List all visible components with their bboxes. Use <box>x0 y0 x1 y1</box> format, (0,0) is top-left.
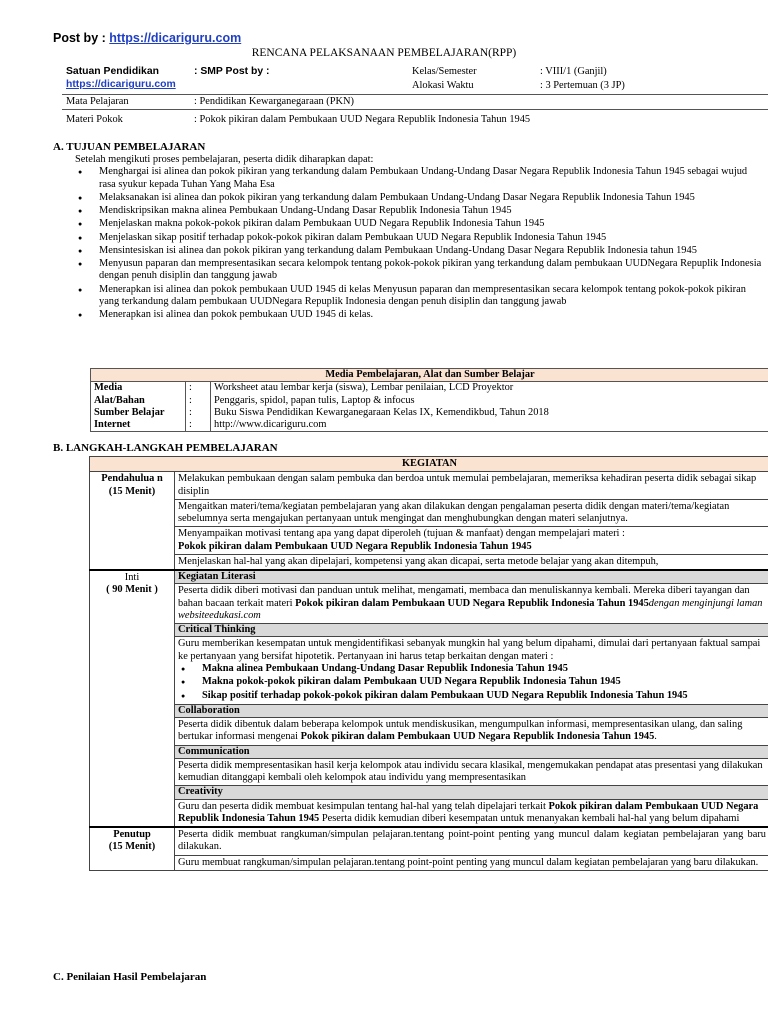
kelas-value: : VIII/1 (Ganjil) <box>540 66 607 77</box>
mapel-label: Mata Pelajaran <box>62 94 190 109</box>
materi-label: Materi Pokok <box>62 109 190 127</box>
critical-heading: Critical Thinking <box>175 624 768 637</box>
literasi-heading: Kegiatan Literasi <box>175 570 768 584</box>
separator: : <box>189 394 192 406</box>
post-by-label: Post by : <box>53 31 110 45</box>
penutup-time: (15 Menit) <box>108 841 156 853</box>
list-item: ● Menerapkan isi alinea dan pokok pembukaan UUD 1945 di kelas. <box>75 309 765 321</box>
alat-value: Penggaris, spidol, papan tulis, Laptop & infocus <box>211 395 768 407</box>
critical-text-1: Guru memberikan kesempatan untuk mengidentifikasi sebanyak mungkin hal yang belum dipahami, dimulai dari pertanyaan faktual sampai ke pertanyaan yang bersifat hipotetik. Pertanyaan ini harus tetap berkaitan dengan materi : <box>178 638 761 662</box>
pendahuluan-cell <box>90 472 175 570</box>
list-item: ● Menerapkan isi alinea dan pokok pembukaan UUD 1945 di kelas Menyusun paparan dan mempresentasikan secara kelompok tentang pokok-pokok pikiran yang terkandung dalam pembukaan UUDNegara Repuplik Indonesia dengan penuh disiplin dan tanggung jawab <box>75 284 765 309</box>
literasi-text <box>175 584 768 624</box>
media-table <box>90 368 768 432</box>
separator: : <box>189 382 192 394</box>
pendahuluan-step-4: Menjelaskan hal-hal yang akan dipelajari, kompetensi yang akan dicapai, serta metode belajar yang akan ditempuh, <box>175 554 768 570</box>
separator: : <box>186 419 211 432</box>
internet-value[interactable]: http://www.dicariguru.com <box>211 419 768 432</box>
satuan-label: Satuan Pendidikan <box>66 66 159 77</box>
media-value: Worksheet atau lembar kerja (siswa), Lembar penilaian, LCD Proyektor <box>211 382 768 395</box>
collab-end: . <box>654 731 657 743</box>
separator: : <box>189 406 192 418</box>
alokasi-label: Alokasi Waktu <box>412 80 474 92</box>
pendahuluan-step-1: Melakukan pembukaan dengan salam pembuka dan berdoa untuk memulai pembelajaran, memeriksa kehadiran peserta didik sebagai sikap disiplin <box>175 472 768 500</box>
post-by-line <box>53 31 241 46</box>
literasi-bold: Pokok pikiran dalam Pembukaan UUD Negara Republik Indonesia Tahun 1945 <box>295 597 649 609</box>
penutup-cell <box>90 827 175 870</box>
critical-text <box>175 637 768 704</box>
section-a-title: A. TUJUAN PEMBELAJARAN <box>53 141 206 153</box>
collab-bold: Pokok pikiran dalam Pembukaan UUD Negara Republik Indonesia Tahun 1945 <box>300 731 655 743</box>
pendahuluan-step-2: Mengaitkan materi/tema/kegiatan pembelajaran yang akan dilakukan dengan pengalaman peserta didik dengan materi/tema/kegiatan sebelumnya serta mengajukan pertanyaan untuk mengingat dan menghubungkan dengan materi selanjutnya. <box>175 499 768 527</box>
mapel-value: : Pendidikan Kewarganegaraan (PKN) <box>190 94 768 109</box>
list-item: ● Makna pokok-pokok pikiran dalam Pembukaan UUD Negara Republik Indonesia Tahun 1945 <box>178 676 766 688</box>
collab-heading: Collaboration <box>175 704 768 717</box>
critical-list <box>178 663 766 702</box>
creat-text-2: Peserta didik kemudian diberi kesempatan untuk menanyakan kembali hal-hal yang belum dipahami <box>319 812 740 824</box>
literasi-text-1: Peserta didik diberi motivasi dan panduan untuk melihat, mengamati, membaca dan menuliskannya kembali. Mereka diberi tayangan dan bahan bacaan terkait materi <box>178 585 750 609</box>
pendahuluan-label: Pendahulua n <box>101 473 163 485</box>
objectives-list <box>75 166 765 321</box>
list-item: ● Menghargai isi alinea dan pokok pikiran yang terkandung dalam Pembukaan Undang-Undang Dasar Negara Republik Indonesia Tahun 1945 sebagai wujud rasa syukur kepada Tuhan Yang Maha Esa <box>75 166 765 191</box>
comm-text: Peserta didik mempresentasikan hasil kerja kelompok atau individu secara klasikal, mengemukakan pendapat atas presentasi yang dilakukan kemudian ditanggapi kembali oleh kelompok atau individu yang mempresentasikan <box>175 758 768 786</box>
section-c-title: C. Penilaian Hasil Pembelajaran <box>53 971 207 983</box>
list-item: ● Makna alinea Pembukaan Undang-Undang Dasar Republik Indonesia Tahun 1945 <box>178 663 766 675</box>
creat-text-1: Guru dan peserta didik membuat kesimpulan tentang hal-hal yang telah dipelajari terkait <box>178 800 549 812</box>
identity-table <box>62 65 768 127</box>
internet-label: Internet <box>91 419 186 432</box>
document-title: RENCANA PELAKSANAAN PEMBELAJARAN(RPP) <box>251 47 517 59</box>
list-item: ● Menjelaskan makna pokok-pokok pikiran dalam Pembukaan UUD Negara Republik Indonesia Tahun 1945 <box>75 218 765 230</box>
pendahuluan-time: (15 Menit) <box>108 485 156 497</box>
pendahuluan-step-3 <box>175 527 768 555</box>
satuan-value: : SMP Post by : <box>194 66 270 77</box>
section-a-intro: Setelah mengikuti proses pembelajaran, peserta didik diharapkan dapat: <box>75 154 374 165</box>
penutup-label: Penutup <box>113 829 151 841</box>
list-item: ● Sikap positif terhadap pokok-pokok pikiran dalam Pembukaan UUD Negara Republik Indonesia Tahun 1945 <box>178 690 766 702</box>
section-b-title: B. LANGKAH-LANGKAH PEMBELAJARAN <box>53 442 278 454</box>
pendahuluan-step-3-bold: Pokok pikiran dalam Pembukaan UUD Negara Republik Indonesia Tahun 1945 <box>178 540 532 552</box>
inti-label: Inti <box>124 572 140 584</box>
kegiatan-header: KEGIATAN <box>90 457 768 472</box>
steps-table <box>89 456 768 871</box>
list-item: ● Mendiskripsikan makna alinea Pembukaan Undang-Undang Dasar Republik Indonesia Tahun 1945 <box>75 205 765 217</box>
alat-label: Alat/Bahan <box>91 395 186 407</box>
list-item: ● Mensintesiskan isi alinea dan pokok pikiran yang terkandung dalam Pembukaan Undang-Undang Dasar Negara Republik Indonesia tahun 1945 <box>75 245 765 257</box>
sumber-label: Sumber Belajar <box>91 407 186 419</box>
pendahuluan-step-3-text: Menyampaikan motivasi tentang apa yang dapat diperoleh (tujuan & manfaat) dengan mempelajari materi : <box>178 528 625 540</box>
post-by-link[interactable]: https://dicariguru.com <box>109 31 242 45</box>
list-item: ● Menyusun paparan dan mempresentasikan secara kelompok tentang pokok-pokok pikiran yang terkandung dalam pembukaan UUDNegara Repuplik Indonesia dengan penuh disiplin dan tanggung jawab <box>75 258 765 283</box>
literasi-italic: dengan menginjungi laman websiteedukasi.com <box>178 597 763 621</box>
creat-bold: Pokok pikiran dalam Pembukaan UUD Negara Republik Indonesia Tahun 1945 <box>178 800 759 824</box>
section-a-body <box>75 154 765 322</box>
collab-text <box>175 718 768 746</box>
list-item: ● Melaksanakan isi alinea dan pokok pikiran yang terkandung dalam Pembukaan Undang-Undang Dasar Negara Republik Indonesia Tahun 1945 <box>75 192 765 204</box>
sumber-value: Buku Siswa Pendidikan Kewarganegaraan Kelas IX, Kemendikbud, Tahun 2018 <box>211 407 768 419</box>
inti-cell <box>90 570 175 827</box>
list-item: ● Menjelaskan sikap positif terhadap pokok-pokok pikiran dalam Pembukaan UUD Negara Republik Indonesia Tahun 1945 <box>75 232 765 244</box>
creat-heading: Creativity <box>175 786 768 799</box>
collab-text-1: Peserta didik dibentuk dalam beberapa kelompok untuk mendiskusikan, mengumpulkan informasi, mempresentasikan ulang, dan saling bertukar informasi mengenai <box>178 719 743 743</box>
comm-heading: Communication <box>175 745 768 758</box>
satuan-link[interactable]: https://dicariguru.com <box>66 79 176 91</box>
materi-value: : Pokok pikiran dalam Pembukaan UUD Negara Republik Indonesia Tahun 1945 <box>190 109 768 127</box>
penutup-step-1: Peserta didik membuat rangkuman/simpulan pelajaran.tentang point-point penting yang muncul dalam kegiatan pembelajaran yang baru dilakukan. <box>175 827 768 855</box>
media-table-header: Media Pembelajaran, Alat dan Sumber Belajar <box>91 369 768 382</box>
kelas-label: Kelas/Semester <box>412 66 477 77</box>
penutup-step-2: Guru membuat rangkuman/simpulan pelajaran.tentang point-point penting yang muncul dalam kegiatan pembelajaran yang baru dilakukan. <box>175 855 768 870</box>
inti-time: ( 90 Menit ) <box>106 584 158 596</box>
creat-text <box>175 799 768 827</box>
media-label: Media <box>91 382 186 395</box>
alokasi-value: : 3 Pertemuan (3 JP) <box>540 80 625 92</box>
